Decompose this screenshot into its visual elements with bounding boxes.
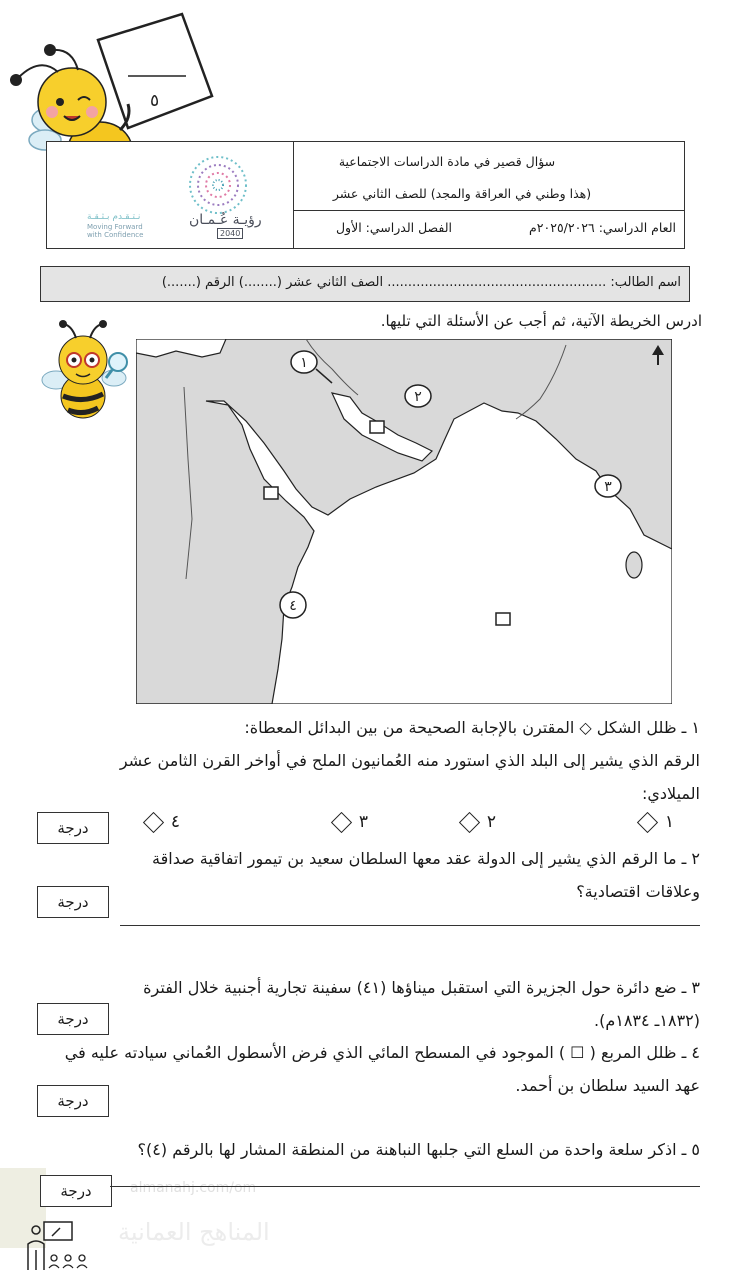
q1-option-1[interactable]: ١ [636,812,674,832]
vision-ar-tagline: نـتـقـدم بـثـقـة [87,212,141,222]
score-denominator: ٥ [150,91,160,111]
svg-text:٣: ٣ [604,479,612,495]
map-square-ocean [496,613,510,625]
q3-line1: ٣ ـ ضع دائرة حول الجزيرة التي استقبل ميناؤها (٤١) سفينة تجارية أجنبية خلال الفترة [143,978,700,997]
map-instruction: ادرس الخريطة الآتية، ثم أجب عن الأسئلة التي تليها. [380,312,702,330]
academic-year: العام الدراسي: ٢٠٢٥/٢٠٢٦م [529,220,676,235]
map [136,339,672,704]
teacher-icon [24,1220,100,1276]
bee-mascot-magnifier [38,316,128,426]
vision-ar-title: رؤيـة عُـمـان [189,212,262,228]
vision-swirl-graphic [163,150,273,220]
svg-text:٢: ٢ [414,389,422,405]
q2-grade-box[interactable]: درجة [37,886,109,918]
header-title-1: سؤال قصير في مادة الدراسات الاجتماعية [338,154,556,169]
header-box [46,141,685,249]
svg-text:١: ١ [300,355,308,371]
q5-line1: ٥ ـ اذكر سلعة واحدة من السلع التي جلبها النباهنة من المنطقة المشار لها بالرقم (٤)؟ [137,1140,700,1159]
q3-line2: (١٨٣٢ـ ١٨٣٤م). [593,1011,700,1030]
q1-grade-box[interactable]: درجة [37,812,109,844]
student-info-row [40,266,690,302]
option-diamond-icon [331,811,352,832]
q2-answer-line[interactable] [120,925,700,926]
svg-text:٤: ٤ [289,598,297,614]
q1-option-2[interactable]: ٢ [458,812,496,832]
magnifier-icon [109,353,127,371]
q2-line1: ٢ ـ ما الرقم الذي يشير إلى الدولة عقد معها السلطان سعيد بن تيمور اتفاقية صداقة [152,849,700,868]
q1-line1: الرقم الذي يشير إلى البلد الذي استورد منه العُمانيون الملح في أواخر القرن الثامن عشر [119,751,700,770]
oman-vision-logo [77,146,292,246]
student-info-text: اسم الطالب: ..................................................... الصف الثاني عشر (........) الرقم (.......) [161,275,681,290]
q4-grade-box[interactable]: درجة [37,1085,109,1117]
vision-en-tagline-2: with Confidence [87,231,144,239]
q3-grade-box[interactable]: درجة [37,1003,109,1035]
map-square-redsea [264,487,278,499]
option-diamond-icon [459,811,480,832]
map-label-4 [280,592,306,618]
q4-line1: ٤ ـ ظلل المربع ( ☐ ) الموجود في المسطح المائي الذي فرض الأسطول العُماني سيادته عليه في [64,1043,700,1062]
map-label-2 [405,385,431,407]
q1-option-3[interactable]: ٣ [330,812,368,832]
semester: الفصل الدراسي: الأول [335,220,453,235]
q1-stem: ١ ـ ظلل الشكل ◇ المقترن بالإجابة الصحيحة من بين البدائل المعطاة: [244,718,700,737]
option-diamond-icon [637,811,658,832]
watermark-site: almanahj.com/om [130,1180,257,1196]
q2-line2: وعلاقات اقتصادية؟ [576,882,700,901]
q1-line2: الميلادي: [642,784,700,803]
option-diamond-icon [143,811,164,832]
q1-option-4[interactable]: ٤ [142,812,180,832]
q5-answer-line[interactable] [110,1186,700,1187]
map-label-3 [595,475,621,497]
header-title-2: (هذا وطني في العراقة والمجد) للصف الثاني عشر [332,186,592,201]
q5-grade-box[interactable]: درجة [40,1175,112,1207]
vision-en-tagline-1: Moving Forward [87,223,143,231]
q4-line2: عهد السيد سلطان بن أحمد. [515,1076,700,1095]
vision-year: 2040 [217,228,243,239]
watermark-name: المناهج العمانية [118,1218,270,1246]
map-square-gulf [370,421,384,433]
